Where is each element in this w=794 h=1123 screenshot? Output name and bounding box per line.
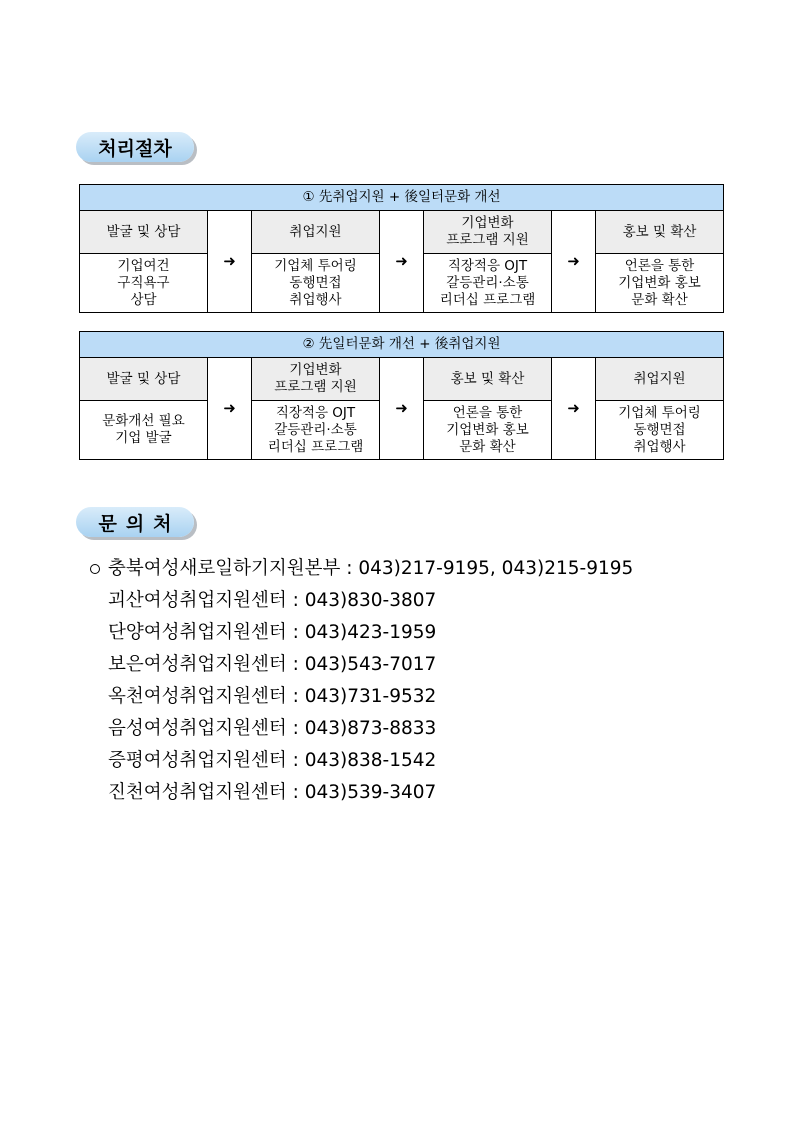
list-item: 괴산여성취업지원센터 : 043)830-3807 — [108, 590, 437, 611]
flow1-header: ① 先취업지원 + 後일터문화 개선 — [80, 185, 724, 211]
arrow-right-icon: ➜ — [380, 358, 424, 460]
list-item: 음성여성취업지원센터 : 043)873-8833 — [108, 718, 437, 739]
arrow-right-icon: ➜ — [208, 358, 252, 460]
list-item: 증평여성취업지원센터 : 043)838-1542 — [108, 750, 437, 771]
flow1-step-1: 발굴 및 상담 — [80, 211, 208, 254]
circle-bullet-icon — [90, 564, 100, 574]
arrow-right-icon: ➜ — [552, 358, 596, 460]
flow2-detail-4: 기업체 투어링 동행면접 취업행사 — [596, 401, 724, 460]
arrow-right-icon: ➜ — [552, 211, 596, 313]
flow1-step-4: 홍보 및 확산 — [596, 211, 724, 254]
list-item: 진천여성취업지원센터 : 043)539-3407 — [108, 782, 437, 803]
flow1-detail-3: 직장적응 OJT 갈등관리·소통 리더십 프로그램 — [424, 254, 552, 313]
contact-list — [90, 553, 633, 809]
flow-table-1 — [79, 184, 724, 313]
flow2-header: ② 先일터문화 개선 + 後취업지원 — [80, 332, 724, 358]
flow2-detail-1: 문화개선 필요 기업 발굴 — [80, 401, 208, 460]
contact-title-label: 문의처 — [98, 512, 181, 535]
flow1-detail-2: 기업체 투어링 동행면접 취업행사 — [252, 254, 380, 313]
contact-text: 충북여성새로일하기지원본부 : 043)217-9195, 043)215-9195 — [108, 558, 634, 579]
flow1-detail-4: 언론을 통한 기업변화 홍보 문화 확산 — [596, 254, 724, 313]
flow1-step-2: 취업지원 — [252, 211, 380, 254]
contact-section-title — [76, 507, 194, 537]
procedure-section-title — [76, 132, 194, 162]
arrow-right-icon: ➜ — [208, 211, 252, 313]
flow1-detail-1: 기업여건 구직욕구 상담 — [80, 254, 208, 313]
arrow-right-icon: ➜ — [380, 211, 424, 313]
list-item — [90, 553, 633, 585]
list-item: 단양여성취업지원센터 : 043)423-1959 — [108, 622, 437, 643]
flow-table-2 — [79, 331, 724, 460]
flow2-step-2: 기업변화 프로그램 지원 — [252, 358, 380, 401]
flow2-detail-2: 직장적응 OJT 갈등관리·소통 리더십 프로그램 — [252, 401, 380, 460]
list-item: 옥천여성취업지원센터 : 043)731-9532 — [108, 686, 437, 707]
flow2-detail-3: 언론을 통한 기업변화 홍보 문화 확산 — [424, 401, 552, 460]
flow2-step-3: 홍보 및 확산 — [424, 358, 552, 401]
flow2-step-1: 발굴 및 상담 — [80, 358, 208, 401]
flow1-step-3: 기업변화 프로그램 지원 — [424, 211, 552, 254]
flow2-step-4: 취업지원 — [596, 358, 724, 401]
list-item: 보은여성취업지원센터 : 043)543-7017 — [108, 654, 437, 675]
procedure-title-label: 처리절차 — [98, 137, 172, 160]
